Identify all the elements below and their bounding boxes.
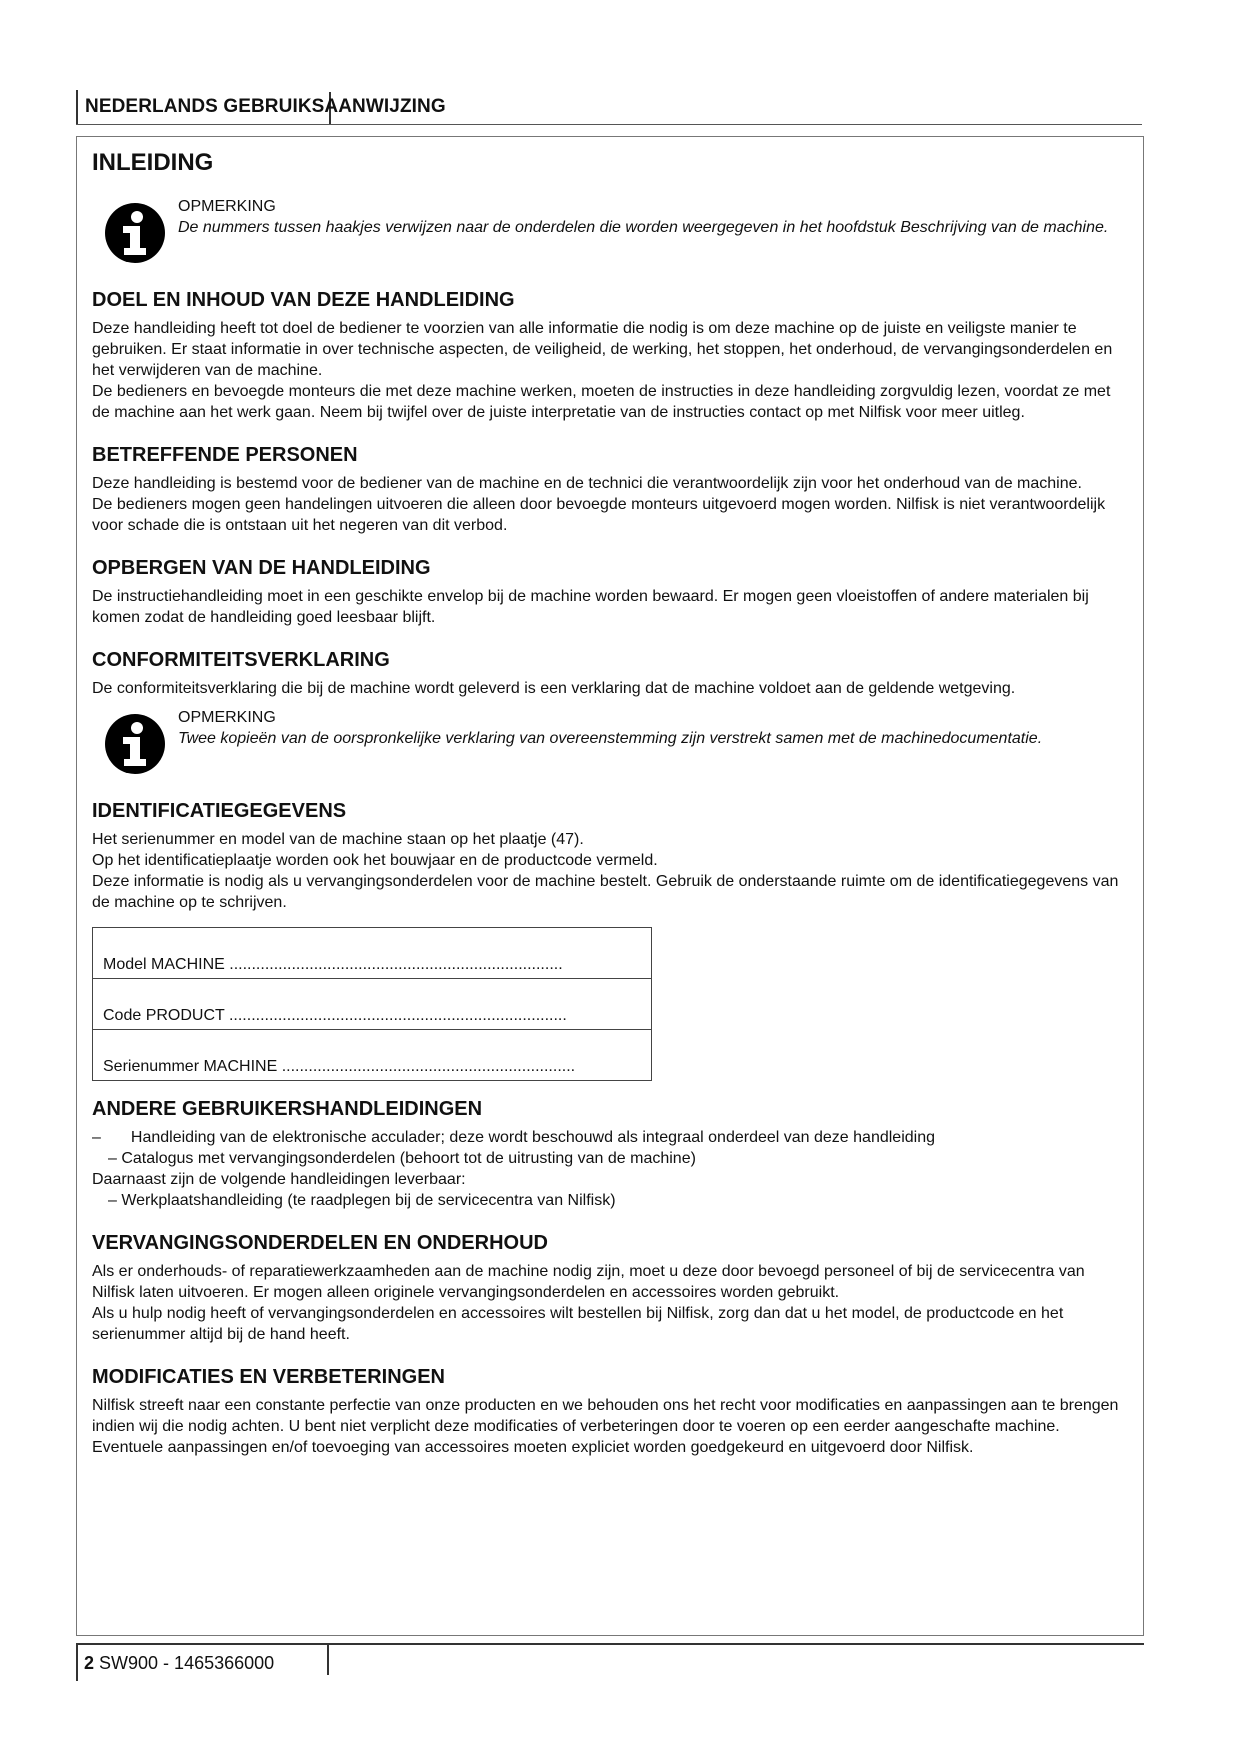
id-row-product-code xyxy=(93,979,651,1030)
paragraph: Deze informatie is nodig als u vervangingsonderdelen voor de machine bestelt. Gebruik de onderstaande ruimte om de identificatiegegevens van de machine op te schrijven. xyxy=(92,873,1119,911)
id-row-model xyxy=(93,928,651,979)
info-icon xyxy=(104,202,166,264)
id-row-label: Code PRODUCT ............................................................................ xyxy=(103,1007,567,1024)
paragraph: Het serienummer en model van de machine staan op het plaatje (47). xyxy=(92,831,584,848)
note-text: Twee kopieën van de oorspronkelijke verklaring van overeenstemming zijn verstrekt samen met de machinedocumentatie. xyxy=(178,730,1043,747)
header-divider-left xyxy=(76,90,78,124)
page-header xyxy=(76,88,1142,125)
note-text: De nummers tussen haakjes verwijzen naar de onderdelen die worden weergegeven in het hoofdstuk Beschrijving van de machine. xyxy=(178,219,1109,236)
footer-divider-right xyxy=(327,1645,329,1675)
paragraph: Eventuele aanpassingen en/of toevoeging van accessoires moeten expliciet worden goedgekeurd en uitgevoerd door Nilfisk. xyxy=(92,1439,974,1456)
paragraph: De bedieners en bevoegde monteurs die met deze machine werken, moeten de instructies in deze handleiding zorgvuldig lezen, voordat ze met de machine aan het werk gaan. Neem bij twijfel over de juiste interpretatie van de instructies contact op met Nilfisk voor meer uitleg. xyxy=(92,383,1111,421)
doc-code: SW900 - 1465366000 xyxy=(99,1653,275,1673)
footer-label xyxy=(84,1653,274,1674)
list-item-text: Handleiding van de elektronische acculader; deze wordt beschouwd als integraal onderdeel van deze handleiding xyxy=(130,1129,935,1146)
section-heading-personen: BETREFFENDE PERSONEN xyxy=(92,444,358,466)
list-dash: – xyxy=(92,1129,101,1146)
section-heading-doel: DOEL EN INHOUD VAN DEZE HANDLEIDING xyxy=(92,289,515,311)
list-item xyxy=(92,1127,1122,1148)
section-heading-opbergen: OPBERGEN VAN DE HANDLEIDING xyxy=(92,557,431,579)
paragraph: Als er onderhouds- of reparatiewerkzaamheden aan de machine nodig zijn, moet u deze door bevoegd personeel of bij de servicecentra van Nilfisk laten uitvoeren. Er mogen alleen originele vervangingsonderdelen en accessoires worden gebruikt. xyxy=(92,1263,1085,1301)
page-number: 2 xyxy=(84,1653,95,1673)
paragraph: Daarnaast zijn de volgende handleidingen leverbaar: xyxy=(92,1171,466,1188)
note-block xyxy=(92,196,1122,266)
info-icon xyxy=(104,713,166,775)
paragraph: Nilfisk streeft naar een constante perfectie van onze producten en we behouden ons het recht voor modificaties en aanpassingen aan te brengen indien wij die nodig achten. U bent niet verplicht deze modificaties of verbeteringen door te voeren op een eerder aangeschafte machine. xyxy=(92,1397,1119,1435)
identification-table xyxy=(92,927,652,1081)
list-item: – Werkplaatshandleiding (te raadplegen bij de servicecentra van Nilfisk) xyxy=(108,1192,616,1209)
page-title: INLEIDING xyxy=(92,149,214,176)
paragraph: Op het identificatieplaatje worden ook het bouwjaar en de productcode vermeld. xyxy=(92,852,658,869)
section-heading-conformiteit: CONFORMITEITSVERKLARING xyxy=(92,649,390,671)
section-heading-onderdelen: VERVANGINGSONDERDELEN EN ONDERHOUD xyxy=(92,1232,548,1254)
page-footer xyxy=(76,1643,1144,1681)
note-title: OPMERKING xyxy=(178,198,276,215)
note-block xyxy=(92,707,1122,777)
footer-divider-left xyxy=(76,1645,78,1681)
paragraph: Deze handleiding is bestemd voor de bediener van de machine en de technici die verantwoordelijk zijn voor het onderhoud van de machine. xyxy=(92,475,1082,492)
paragraph: De bedieners mogen geen handelingen uitvoeren die alleen door bevoegde monteurs uitgevoerd mogen worden. Nilfisk is niet verantwoordelijk voor schade die is ontstaan uit het negeren van dit verbod. xyxy=(92,496,1106,534)
paragraph: Als u hulp nodig heeft of vervangingsonderdelen en accessoires wilt bestellen bij Nilfisk, zorg dan dat u het model, de productcode en het serienummer altijd bij de hand heeft. xyxy=(92,1305,1064,1343)
id-row-label: Model MACHINE ........................................................................... xyxy=(103,956,563,973)
header-title: NEDERLANDS GEBRUIKSAANWIJZING xyxy=(85,96,446,117)
list-item: – Catalogus met vervangingsonderdelen (behoort tot de uitrusting van de machine) xyxy=(108,1150,696,1167)
section-heading-andere: ANDERE GEBRUIKERSHANDLEIDINGEN xyxy=(92,1098,483,1120)
paragraph: De conformiteitsverklaring die bij de machine wordt geleverd is een verklaring dat de machine voldoet aan de geldende wetgeving. xyxy=(92,680,1016,697)
paragraph: Deze handleiding heeft tot doel de bediener te voorzien van alle informatie die nodig is om deze machine op de juiste en veiligste manier te gebruiken. Er staat informatie in over technische aspecten, de veiligheid, de werking, het stoppen, het onderhoud, de vervangingsonderdelen en het verwijderen van de machine. xyxy=(92,320,1113,379)
paragraph: De instructiehandleiding moet in een geschikte envelop bij de machine worden bewaard. Er mogen geen vloeistoffen of andere materialen bij komen zodat de handleiding goed leesbaar blijft. xyxy=(92,588,1089,626)
id-row-serial-number xyxy=(93,1030,651,1080)
note-title: OPMERKING xyxy=(178,709,276,726)
section-heading-identificatie: IDENTIFICATIEGEGEVENS xyxy=(92,800,347,822)
page-content xyxy=(92,146,1122,1458)
section-heading-modificaties: MODIFICATIES EN VERBETERINGEN xyxy=(92,1366,445,1388)
id-row-label: Serienummer MACHINE .................................................................. xyxy=(103,1058,576,1075)
